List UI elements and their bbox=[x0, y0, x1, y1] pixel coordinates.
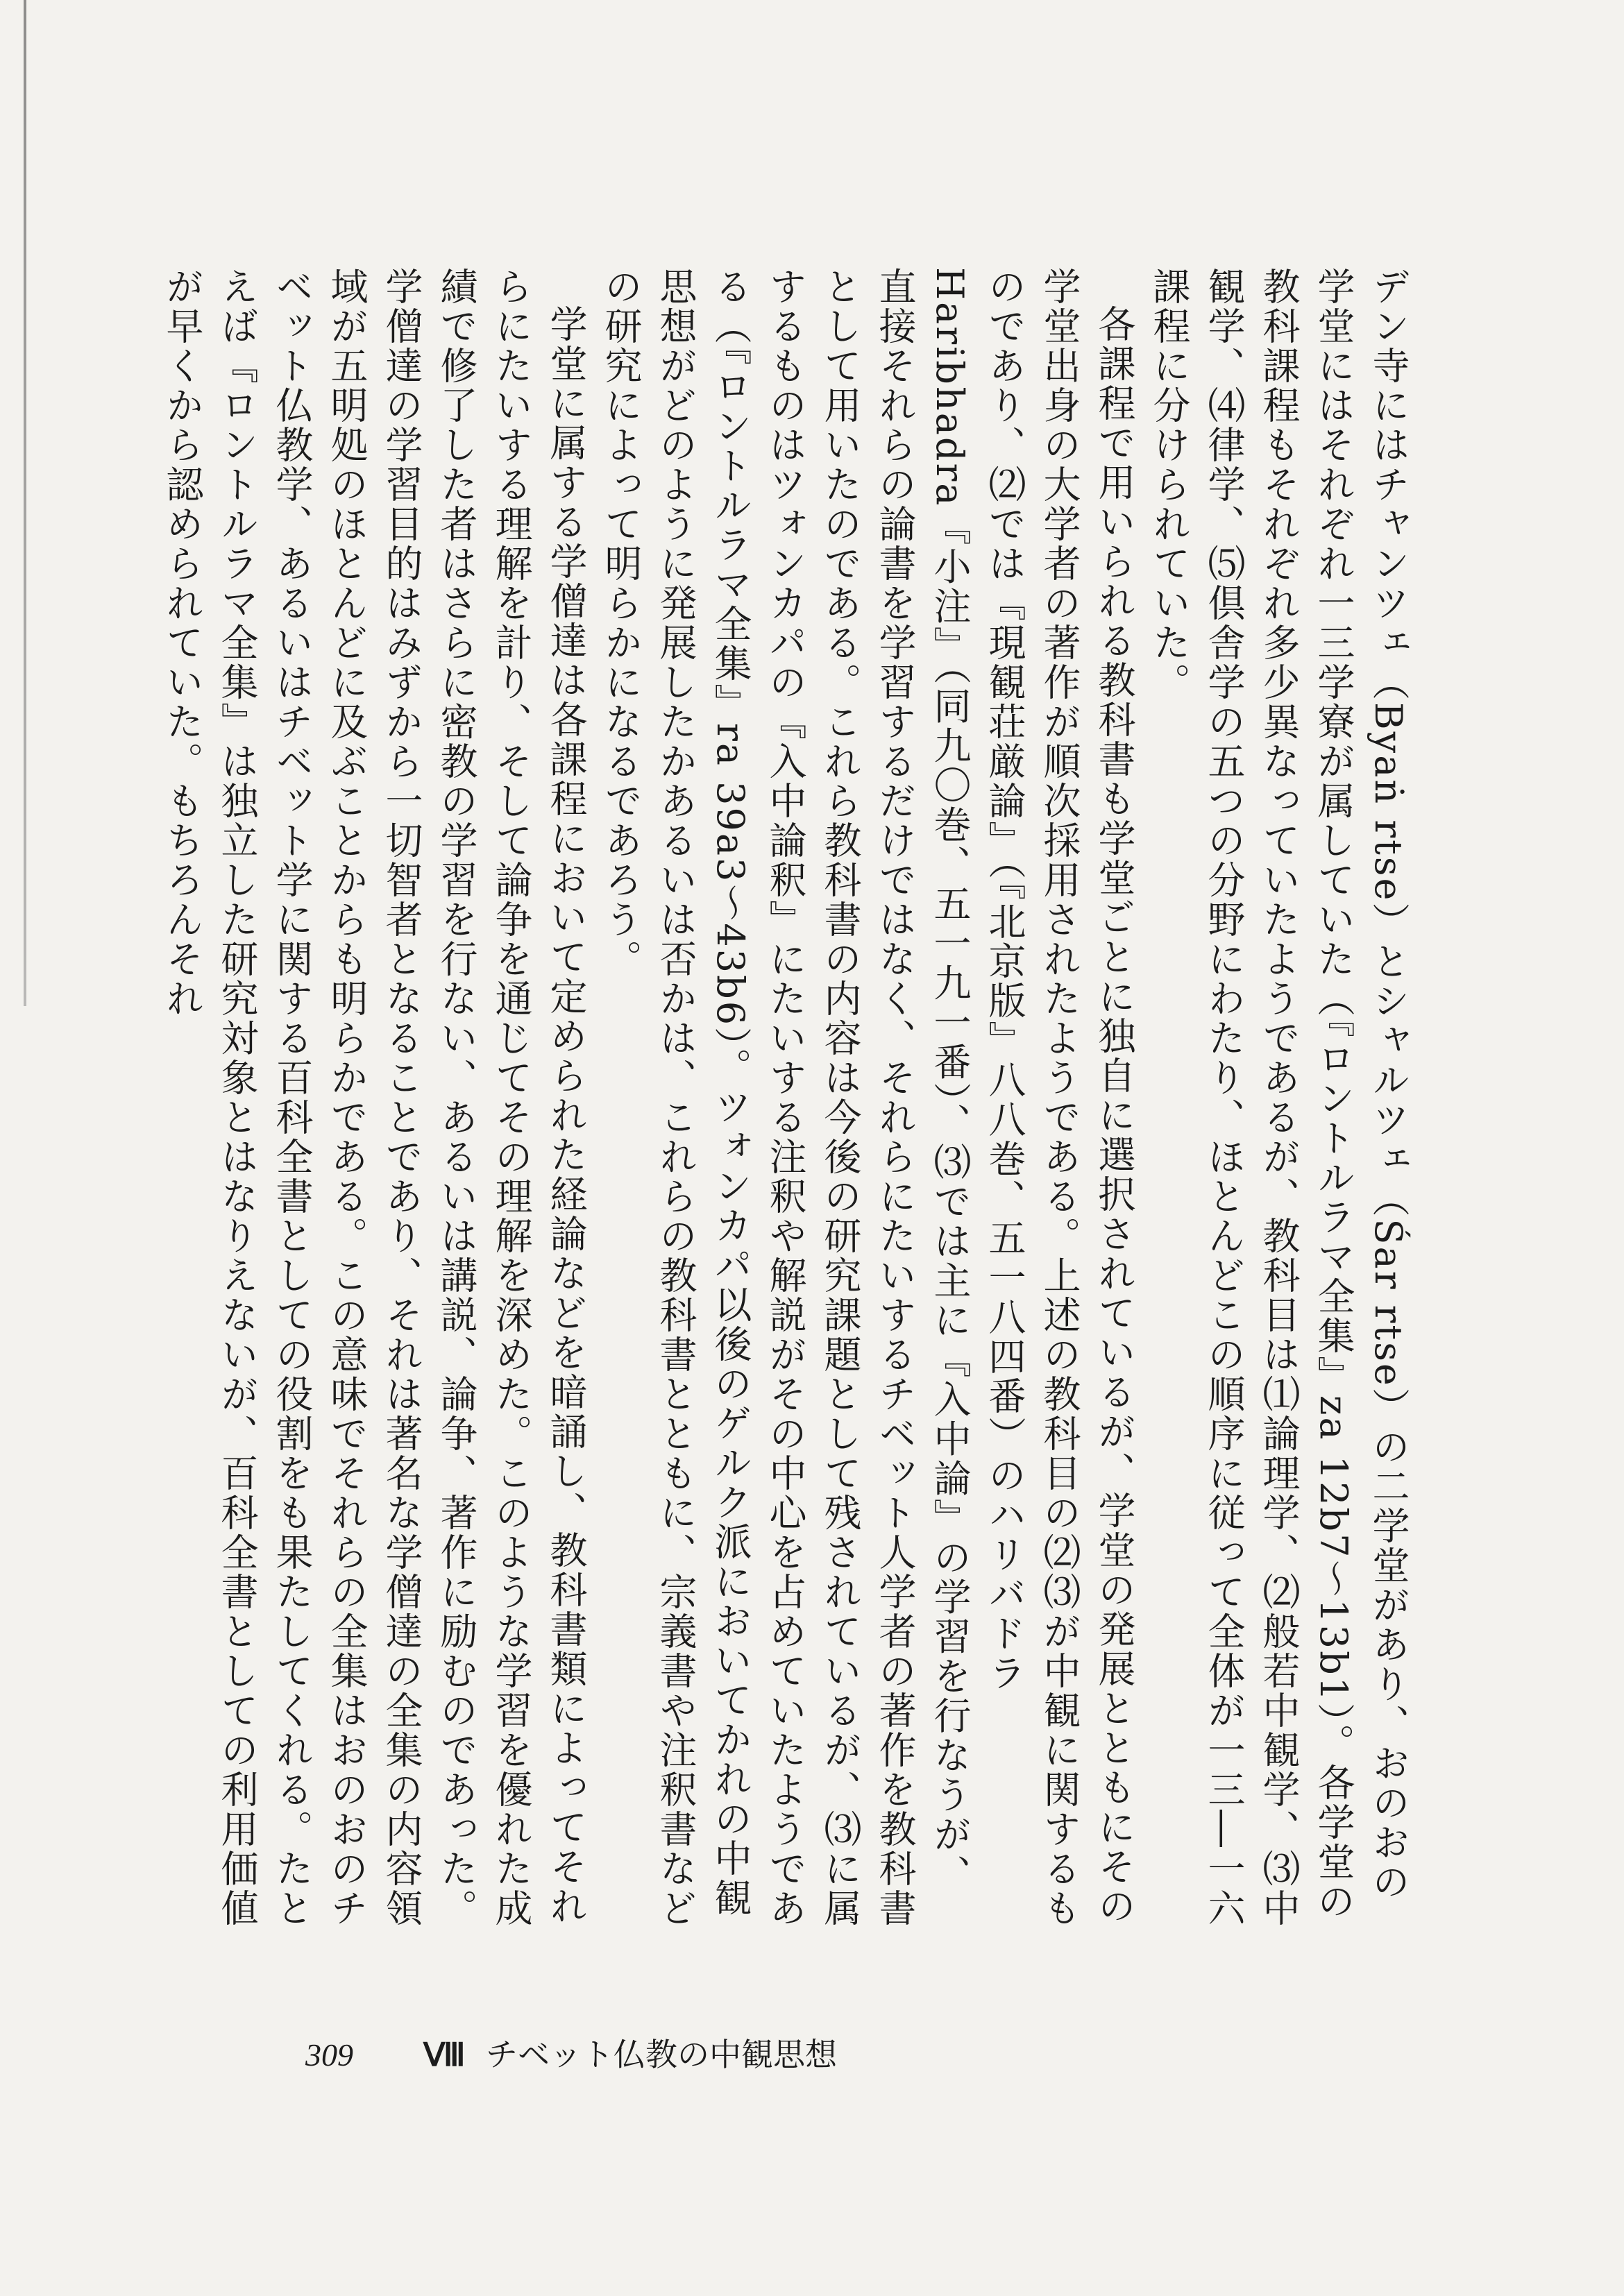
chapter-title: チベット仏教の中観思想 bbox=[486, 2036, 837, 2073]
page-number: 309 bbox=[305, 2037, 353, 2073]
paragraph-1: デン寺にはチャンツェ（Byaṅ rtse）とシャルツェ（Śar rtse）の二学堂があり、おのおの学堂にはそれぞれ一三学寮が属していた（『ロントルラマ全集』za 12b7〜13b1）。各学堂の教科課程もそれぞれ多少異なっていたようであるが、教科目は⑴論理学、⑵般若中観学、⑶中観学、⑷律学、⑸倶舎学の五つの分野にわたり、ほとんどこの順序に従って全体が一三―一六課程に分けられていた。 bbox=[1147, 267, 1410, 1928]
paragraph-2: 各課程で用いられる教科書も学堂ごとに独自に選択されているが、学堂の発展とともにその学堂出身の大学者の著作が順次採用されたようである。上述の教科目の⑵⑶が中観に関するものであり、⑵では『現観荘厳論』（『北京版』八八巻、五一八四番）のハリバドラ Haribhadra『小注』（同九〇巻、五一九一番）、⑶では主に『入中論』の学習を行なうが、直接それらの論書を学習するだけではなく、それらにたいするチベット人学者の著作を教科書として用いたのである。これら教科書の内容は今後の研究課題として残されているが、⑶に属するものはツォンカパの『入中論釈』にたいする注釈や解説がその中心を占めていたようである（『ロントルラマ全集』ra 39a3〜43b6）。ツォンカパ以後のゲルク派においてかれの中観思想がどのように発展したかあるいは否かは、これらの教科書とともに、宗義書や注釈書などの研究によって明らかになるであろう。 bbox=[599, 267, 1136, 1928]
paragraph-3: 学堂に属する学僧達は各課程において定められた経論などを暗誦し、教科書類によってそれらにたいする理解を計り、そして論争を通じてその理解を深めた。このような学習を優れた成績で修了した者はさらに密教の学習を行ない、あるいは講説、論争、著作に励むのであった。学僧達の学習目的はみずから一切智者となることであり、それは著名な学僧達の全集の内容領域が五明処のほとんどに及ぶことからも明らかである。この意味でそれらの全集はおのおのチベット仏教学、あるいはチベット学に関する百科全書としての役割をも果たしてくれる。たとえば『ロントルラマ全集』は独立した研究対象とはなりえないが、百科全書としての利用価値が早くから認められていた。もちろんそれ bbox=[160, 267, 588, 1928]
scan-binding-edge bbox=[24, 0, 26, 1006]
vertical-text-body bbox=[160, 267, 1416, 1932]
chapter-numeral: Ⅷ bbox=[423, 2037, 466, 2073]
page-footer bbox=[305, 2030, 837, 2075]
